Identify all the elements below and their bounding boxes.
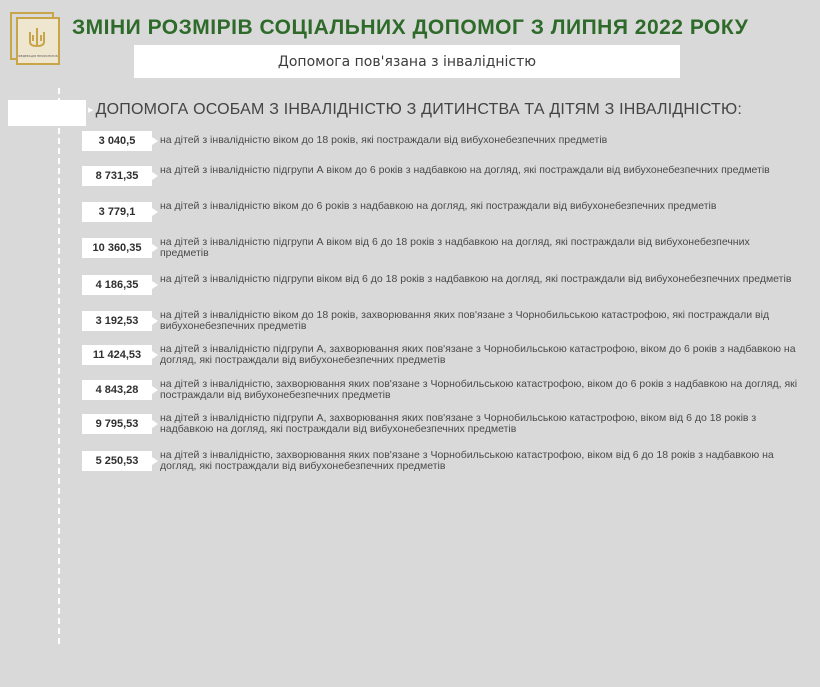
arrow-icon: [152, 457, 158, 465]
item-description: на дітей з інвалідністю підгрупи А, захворювання яких пов'язане з Чорнобильською катастрофою, віком від 6 до 18 років з надбавкою на догляд, які постраждали від вибухонебезпечних предметів: [160, 412, 757, 435]
arrow-icon: [152, 420, 158, 428]
timeline-line: [58, 88, 60, 644]
item-description: на дітей з інвалідністю підгрупи А віком від 6 до 18 років з надбавкою на догляд, які постраждали від вибухонебезпечних предметів: [160, 236, 750, 259]
item-description: на дітей з інвалідністю, захворювання яких пов'язане з Чорнобильською катастрофою, віком до 6 років з надбавкою на догляд, які постраждали від вибухонебезпечних предметів: [160, 378, 798, 401]
item-description: на дітей з інвалідністю віком до 18 років, які постраждали від вибухонебезпечних предметів: [160, 134, 608, 146]
page-title: ЗМІНИ РОЗМІРІВ СОЦІАЛЬНИХ ДОПОМОГ З ЛИПНЯ 2022 РОКУ: [72, 16, 749, 39]
arrow-icon: [152, 351, 158, 359]
amount-badge: 3 779,1: [82, 202, 152, 222]
subtitle-box: [134, 45, 680, 78]
amount-badge: 4 843,28: [82, 380, 152, 400]
arrow-icon: [152, 137, 158, 145]
arrow-icon: [152, 281, 158, 289]
amount-badge: 5 250,53: [82, 451, 152, 471]
item-description: на дітей з інвалідністю віком до 18 років, захворювання яких пов'язане з Чорнобильською катастрофою, які постраждали від вибухонебезпечних предметів: [160, 309, 770, 332]
item-description: на дітей з інвалідністю, захворювання яких пов'язане з Чорнобильською катастрофою, віком від 6 до 18 років з надбавкою на догляд, які постраждали від вибухонебезпечних предметів: [160, 449, 774, 472]
arrow-icon: [152, 386, 158, 394]
amount-badge: 11 424,53: [82, 345, 152, 365]
arrow-icon: [152, 172, 158, 180]
amount-badge: 4 186,35: [82, 275, 152, 295]
amount-badge: 9 795,53: [82, 414, 152, 434]
logo-text: ФЕДЕРАЦІЯ ПРОФСПІЛОК: [18, 54, 58, 58]
subtitle-text: Допомога пов'язана з інвалідністю: [277, 53, 537, 70]
item-description: на дітей з інвалідністю віком до 6 років з надбавкою на догляд, які постраждали від вибухонебезпечних предметів: [160, 200, 717, 212]
item-description: на дітей з інвалідністю підгрупи А, захворювання яких пов'язане з Чорнобильською катастрофою, віком до 6 років з надбавкою на догляд, які постраждали від вибухонебезпечних предметів: [160, 343, 796, 366]
amount-badge: 8 731,35: [82, 166, 152, 186]
amount-badge: 10 360,35: [82, 238, 152, 258]
arrow-icon: [152, 244, 158, 252]
triangle-icon: ▶: [88, 106, 94, 114]
section-heading-text: ДОПОМОГА ОСОБАМ З ІНВАЛІДНІСТЮ З ДИТИНСТВА ТА ДІТЯМ З ІНВАЛІДНІСТЮ:: [95, 101, 743, 118]
arrow-icon: [152, 208, 158, 216]
amount-badge: 3 192,53: [82, 311, 152, 331]
arrow-icon: [152, 317, 158, 325]
section-heading: [88, 101, 742, 119]
amount-badge: 3 040,5: [82, 131, 152, 151]
logo: [10, 12, 62, 66]
section-tab: [8, 100, 86, 126]
item-description: на дітей з інвалідністю підгрупи А віком до 6 років з надбавкою на догляд, які постраждали від вибухонебезпечних предметів: [160, 164, 770, 176]
item-description: на дітей з інвалідністю підгрупи віком від 6 до 18 років з надбавкою на догляд, які постраждали від вибухонебезпечних предметів: [160, 273, 792, 285]
trident-icon: [27, 26, 47, 50]
